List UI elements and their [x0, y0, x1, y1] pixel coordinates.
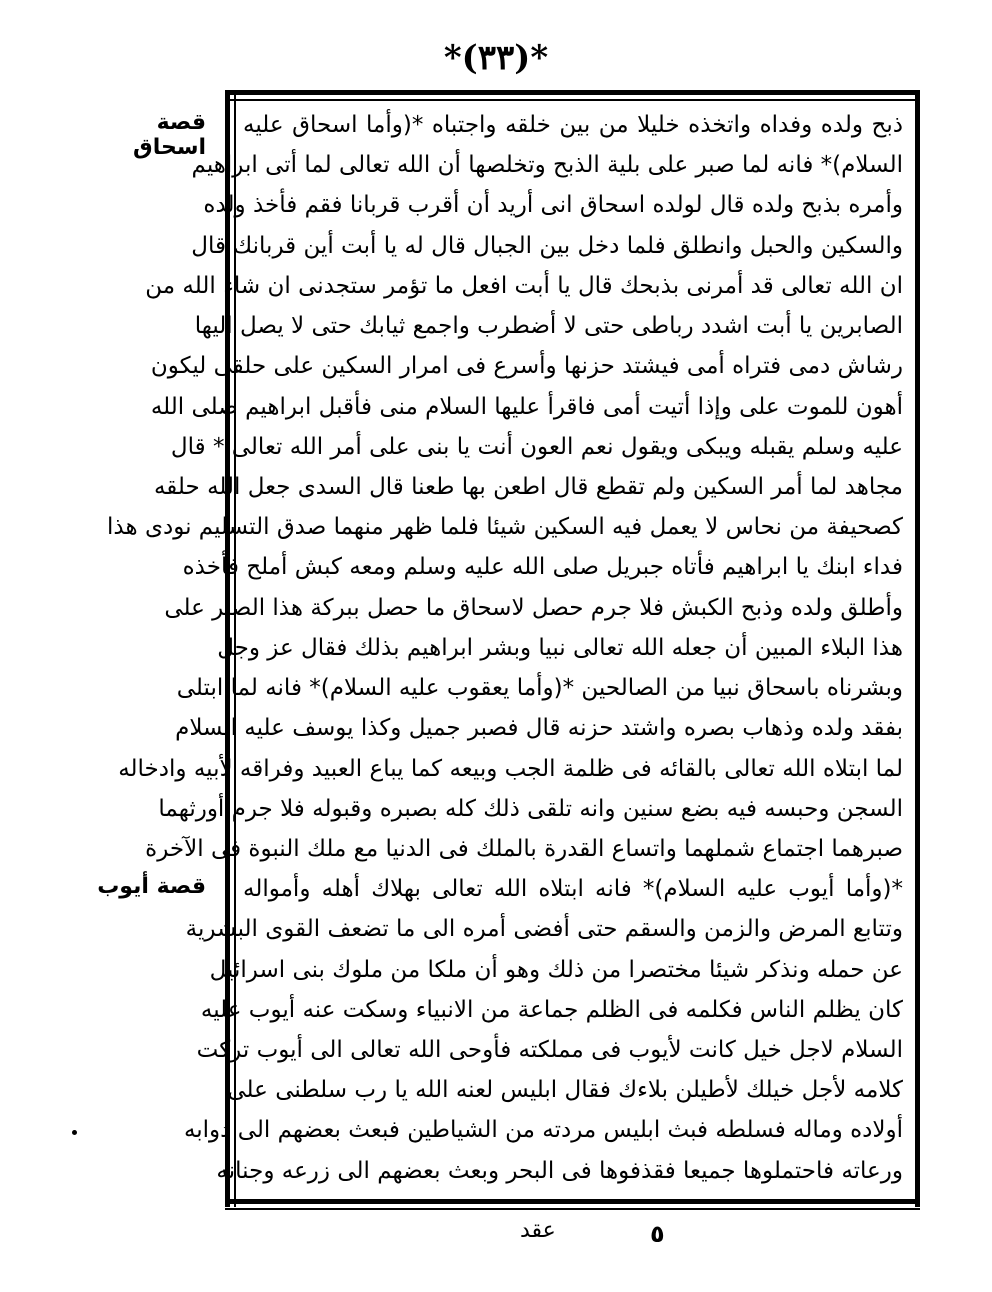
stray-mark [72, 1130, 77, 1135]
text-line: عن حمله ونذكر شيئا مختصرا من ذلك وهو أن ملكا من ملوك بنى اسرائيل [209, 956, 903, 983]
margin-note-job: قصة أيوب [97, 874, 206, 899]
text-line: السلام)* فانه لما صبر على بلية الذبح وتخلصها أن الله تعالى لما أتى ابراهيم [191, 152, 903, 179]
text-line: مجاهد لما أمر السكين ولم تقطع قال اطعن بها طعنا قال السدى جعل الله حلقه [153, 473, 903, 500]
text-line: وأمره بذبح ولده قال لولده اسحاق انى أريد أن أقرب قربانا فقم فأخذ ولده [203, 192, 903, 219]
text-line: الصابرين يا أبت اشدد رباطى حتى لا أضطرب واجمع ثيابك حتى لا يصل اليها [194, 313, 903, 340]
text-line: السلام لاجل خيل كانت لأيوب فى مملكته فأوحى الله تعالى الى أيوب تركت [196, 1037, 903, 1064]
text-line: صبرهما اجتماع شملهما واتساع القدرة بالملك فى الدنيا مع ملك النبوة فى الآخرة [145, 835, 903, 862]
text-line: لما ابتلاه الله تعالى بالقائه فى ظلمة الجب وبيعه كما يباع العبيد وفراقه لأبيه وادخاله [118, 755, 903, 782]
text-line: عليه وسلم يقبله ويبكى ويقول نعم العون أنت يا بنى على أمر الله تعالى * قال [170, 433, 903, 460]
frame-right-rule [915, 93, 920, 1207]
text-line: فداء ابنك يا ابراهيم فأتاه جبريل صلى الله عليه وسلم ومعه كبش أملح فأخذه [182, 554, 903, 581]
text-line: كلامه لأجل خيلك لأطيلن بلاءك فقال ابليس لعنه الله يا رب سلطنى على [227, 1077, 903, 1104]
margin-note-isaac: قصة اسحاق [133, 110, 206, 160]
text-line: كان يظلم الناس فكلمه فى الظلم جماعة من الانبياء وسكت عنه أيوب عليه [200, 996, 903, 1023]
text-line: هذا البلاء المبين أن جعله الله تعالى نبيا وبشر ابراهيم بذلك فقال عز وجل [217, 634, 903, 661]
text-line: السجن وحبسه فيه بضع سنين وانه تلقى ذلك كله بصبره وقبوله فلا جرم أورثهما [158, 795, 903, 822]
text-line: وتتابع المرض والزمن والسقم حتى أفضى أمره الى ما تضعف القوى البشرية [185, 916, 903, 943]
text-line: ان الله تعالى قد أمرنى بذبحك قال يا أبت افعل ما تؤمر ستجدنى ان شاء الله من [145, 272, 903, 299]
text-line: ورعاته فاحتملوها جميعا فقذفوها فى البحر وبعث بعضهم الى زرعه وجنانه [216, 1157, 903, 1184]
footer-catchword: عقد [520, 1218, 556, 1243]
text-line: ذبح ولده وفداه واتخذه خليلا من بين خلقه واجتباه *(وأما اسحاق عليه [243, 112, 903, 138]
page-number: *(٣٣)* [443, 38, 549, 78]
text-line: رشاش دمى فتراه أمى فيشتد حزنها وأسرع فى امرار السكين على حلقى ليكون [150, 353, 903, 380]
footer-signature-mark: ٥ [650, 1220, 665, 1248]
text-line: أهون للموت على وإذا أتيت أمى فاقرأ عليها السلام منى فأقبل ابراهيم صلى الله [150, 393, 903, 420]
text-line: والسكين والحبل وانطلق فلما دخل بين الجبال قال له يا أبت أين قربانك قال [191, 232, 903, 259]
text-line: وأطلق ولده وذبح الكبش فلا جرم حصل لاسحاق ما حصل ببركة هذا الصبر على [164, 594, 903, 621]
text-line: كصحيفة من نحاس لا يعمل فيه السكين شيئا فلما ظهر منهما صدق التسليم نودى هذا [107, 514, 903, 541]
text-line: *(وأما أيوب عليه السلام)* فانه ابتلاه الله تعالى بهلاك أهله وأمواله [243, 876, 903, 903]
frame-bottom-rule [225, 1199, 920, 1210]
text-line: أولاده وماله فسلطه فبث ابليس مردته من الشياطين فبعث بعضهم الى دوابه [183, 1117, 903, 1144]
text-line: بفقد ولده وذهاب بصره واشتد حزنه قال فصبر جميل وكذا يوسف عليه السلام [175, 715, 903, 742]
text-line: وبشرناه باسحاق نبيا من الصالحين *(وأما يعقوب عليه السلام)* فانه لما ابتلى [176, 675, 903, 702]
frame-top-rule [225, 90, 920, 101]
